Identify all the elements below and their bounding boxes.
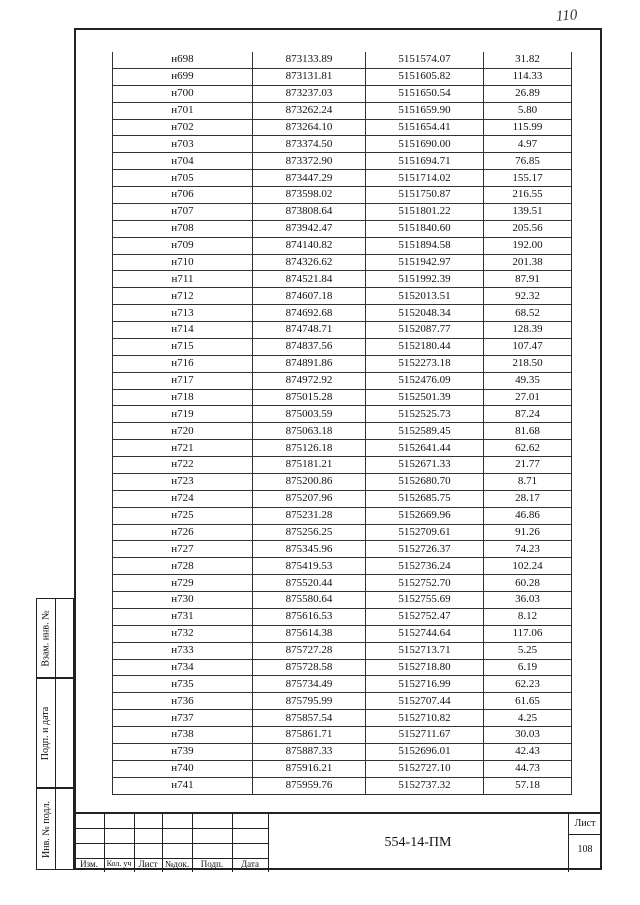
cell-y-coord: 5152711.67 [366,727,484,744]
cell-x-coord: 874692.68 [253,305,366,322]
cell-distance: 57.18 [484,777,572,794]
table-row [113,102,572,119]
side-label-vzam: Взам. инв. № [40,609,52,667]
cell-point-id: н700 [113,85,253,102]
cell-distance: 81.68 [484,423,572,440]
cell-x-coord: 873942.47 [253,220,366,237]
cell-x-coord: 874837.56 [253,338,366,355]
cell-x-coord: 875857.54 [253,710,366,727]
table-row [113,743,572,760]
table-row [113,558,572,575]
cell-point-id: н728 [113,558,253,575]
cell-x-coord: 875580.64 [253,592,366,609]
cell-point-id: н727 [113,541,253,558]
cell-y-coord: 5152501.39 [366,389,484,406]
table-row [113,693,572,710]
cell-distance: 6.19 [484,659,572,676]
table-row [113,727,572,744]
cell-point-id: н724 [113,490,253,507]
cell-x-coord: 873264.10 [253,119,366,136]
cell-point-id: н702 [113,119,253,136]
table-row [113,541,572,558]
table-row [113,68,572,85]
cell-x-coord: 875734.49 [253,676,366,693]
cell-distance: 44.73 [484,760,572,777]
coordinates-table-body [113,52,572,794]
table-row [113,187,572,204]
cell-x-coord: 875727.28 [253,642,366,659]
side-block-podp [36,678,74,788]
cell-distance: 42.43 [484,743,572,760]
cell-x-coord: 875003.59 [253,406,366,423]
cell-point-id: н739 [113,743,253,760]
table-row [113,457,572,474]
table-row [113,288,572,305]
cell-distance: 61.65 [484,693,572,710]
cell-point-id: н731 [113,608,253,625]
table-row [113,338,572,355]
table-row [113,322,572,339]
cell-x-coord: 875200.86 [253,473,366,490]
table-row [113,659,572,676]
cell-distance: 46.86 [484,507,572,524]
cell-point-id: н709 [113,237,253,254]
cell-x-coord: 874326.62 [253,254,366,271]
cell-distance: 21.77 [484,457,572,474]
cell-y-coord: 5152718.80 [366,659,484,676]
cell-y-coord: 5151750.87 [366,187,484,204]
table-row [113,220,572,237]
cell-point-id: н718 [113,389,253,406]
sheet-label: Лист [574,818,596,829]
cell-distance: 60.28 [484,575,572,592]
cell-point-id: н713 [113,305,253,322]
cell-x-coord: 875345.96 [253,541,366,558]
cell-point-id: н733 [113,642,253,659]
cell-point-id: н708 [113,220,253,237]
stamp-header-podp: Подп. [200,859,224,869]
table-row [113,237,572,254]
cell-x-coord: 875126.18 [253,440,366,457]
cell-distance: 139.51 [484,203,572,220]
cell-y-coord: 5152180.44 [366,338,484,355]
cell-y-coord: 5152736.24 [366,558,484,575]
cell-y-coord: 5152752.70 [366,575,484,592]
table-row [113,760,572,777]
cell-y-coord: 5151690.00 [366,136,484,153]
handwritten-page-number: 110 [555,7,578,25]
side-block-inv [36,788,74,870]
cell-y-coord: 5151942.97 [366,254,484,271]
cell-x-coord: 874972.92 [253,372,366,389]
cell-point-id: н704 [113,153,253,170]
cell-point-id: н699 [113,68,253,85]
cell-y-coord: 5151894.58 [366,237,484,254]
cell-x-coord: 875616.53 [253,608,366,625]
cell-distance: 216.55 [484,187,572,204]
cell-point-id: н715 [113,338,253,355]
table-row [113,473,572,490]
cell-y-coord: 5152744.64 [366,625,484,642]
sheet-number: 108 [577,844,593,855]
cell-x-coord: 873262.24 [253,102,366,119]
cell-y-coord: 5152737.32 [366,777,484,794]
table-row [113,676,572,693]
cell-y-coord: 5151605.82 [366,68,484,85]
table-row [113,490,572,507]
cell-y-coord: 5152087.77 [366,322,484,339]
cell-point-id: н719 [113,406,253,423]
cell-y-coord: 5152752.47 [366,608,484,625]
cell-distance: 76.85 [484,153,572,170]
cell-x-coord: 873133.89 [253,52,366,68]
stamp-header-data: Дата [241,859,259,869]
cell-point-id: н732 [113,625,253,642]
table-row [113,119,572,136]
cell-y-coord: 5151659.90 [366,102,484,119]
cell-point-id: н722 [113,457,253,474]
cell-distance: 5.25 [484,642,572,659]
cell-y-coord: 5152671.33 [366,457,484,474]
cell-x-coord: 874521.84 [253,271,366,288]
cell-distance: 8.71 [484,473,572,490]
cell-x-coord: 873237.03 [253,85,366,102]
cell-y-coord: 5151840.60 [366,220,484,237]
cell-distance: 218.50 [484,355,572,372]
cell-point-id: н710 [113,254,253,271]
cell-y-coord: 5152525.73 [366,406,484,423]
table-row [113,406,572,423]
cell-x-coord: 875861.71 [253,727,366,744]
cell-distance: 192.00 [484,237,572,254]
side-label-inv: Инв. № подл. [40,800,52,858]
cell-x-coord: 875795.99 [253,693,366,710]
cell-x-coord: 874140.82 [253,237,366,254]
table-row [113,355,572,372]
cell-point-id: н729 [113,575,253,592]
table-row [113,271,572,288]
cell-y-coord: 5152696.01 [366,743,484,760]
cell-distance: 114.33 [484,68,572,85]
stamp-header-ndok: №док. [164,859,190,869]
cell-distance: 49.35 [484,372,572,389]
cell-x-coord: 873372.90 [253,153,366,170]
cell-y-coord: 5151714.02 [366,170,484,187]
cell-x-coord: 873808.64 [253,203,366,220]
cell-point-id: н707 [113,203,253,220]
cell-y-coord: 5152669.96 [366,507,484,524]
cell-x-coord: 875181.21 [253,457,366,474]
table-row [113,305,572,322]
cell-distance: 107.47 [484,338,572,355]
cell-y-coord: 5152710.82 [366,710,484,727]
cell-y-coord: 5151574.07 [366,52,484,68]
cell-point-id: н741 [113,777,253,794]
cell-distance: 92.32 [484,288,572,305]
cell-x-coord: 873374.50 [253,136,366,153]
cell-point-id: н730 [113,592,253,609]
cell-point-id: н716 [113,355,253,372]
table-row [113,507,572,524]
cell-distance: 87.24 [484,406,572,423]
cell-x-coord: 875419.53 [253,558,366,575]
cell-y-coord: 5151650.54 [366,85,484,102]
cell-x-coord: 875231.28 [253,507,366,524]
cell-point-id: н738 [113,727,253,744]
cell-y-coord: 5152476.09 [366,372,484,389]
cell-distance: 74.23 [484,541,572,558]
cell-x-coord: 875887.33 [253,743,366,760]
cell-y-coord: 5152709.61 [366,524,484,541]
table-row [113,423,572,440]
cell-x-coord: 873131.81 [253,68,366,85]
cell-y-coord: 5151801.22 [366,203,484,220]
cell-distance: 30.03 [484,727,572,744]
table-row [113,524,572,541]
table-row [113,254,572,271]
table-row [113,608,572,625]
cell-point-id: н740 [113,760,253,777]
cell-distance: 4.97 [484,136,572,153]
cell-y-coord: 5152589.45 [366,423,484,440]
cell-x-coord: 875916.21 [253,760,366,777]
cell-point-id: н714 [113,322,253,339]
cell-y-coord: 5152273.18 [366,355,484,372]
cell-y-coord: 5151654.41 [366,119,484,136]
cell-point-id: н726 [113,524,253,541]
cell-x-coord: 874748.71 [253,322,366,339]
cell-point-id: н723 [113,473,253,490]
table-row [113,153,572,170]
cell-y-coord: 5151694.71 [366,153,484,170]
cell-x-coord: 875256.25 [253,524,366,541]
cell-y-coord: 5152013.51 [366,288,484,305]
cell-x-coord: 875063.18 [253,423,366,440]
cell-x-coord: 875728.58 [253,659,366,676]
table-row [113,625,572,642]
title-block [74,812,602,872]
cell-x-coord: 875614.38 [253,625,366,642]
stamp-header-izm: Изм. [80,859,98,869]
cell-x-coord: 875207.96 [253,490,366,507]
cell-x-coord: 873598.02 [253,187,366,204]
cell-point-id: н701 [113,102,253,119]
cell-y-coord: 5151992.39 [366,271,484,288]
cell-x-coord: 873447.29 [253,170,366,187]
table-row [113,777,572,794]
cell-distance: 26.89 [484,85,572,102]
cell-point-id: н721 [113,440,253,457]
cell-distance: 115.99 [484,119,572,136]
cell-x-coord: 875959.76 [253,777,366,794]
cell-point-id: н735 [113,676,253,693]
cell-distance: 28.17 [484,490,572,507]
cell-point-id: н703 [113,136,253,153]
cell-distance: 31.82 [484,52,572,68]
side-block-vzam [36,598,74,678]
cell-distance: 201.38 [484,254,572,271]
cell-point-id: н734 [113,659,253,676]
table-row [113,575,572,592]
cell-x-coord: 874607.18 [253,288,366,305]
cell-distance: 87.91 [484,271,572,288]
cell-distance: 62.23 [484,676,572,693]
cell-distance: 27.01 [484,389,572,406]
cell-point-id: н706 [113,187,253,204]
cell-point-id: н717 [113,372,253,389]
stamp-header-kol: Кол. уч [106,859,132,868]
table-row [113,85,572,102]
cell-distance: 128.39 [484,322,572,339]
table-row [113,440,572,457]
cell-y-coord: 5152755.69 [366,592,484,609]
table-row [113,710,572,727]
cell-y-coord: 5152707.44 [366,693,484,710]
cell-distance: 62.62 [484,440,572,457]
cell-distance: 205.56 [484,220,572,237]
cell-x-coord: 875015.28 [253,389,366,406]
cell-distance: 36.03 [484,592,572,609]
cell-y-coord: 5152048.34 [366,305,484,322]
cell-distance: 4.25 [484,710,572,727]
cell-point-id: н720 [113,423,253,440]
table-row [113,170,572,187]
cell-y-coord: 5152680.70 [366,473,484,490]
cell-point-id: н711 [113,271,253,288]
cell-distance: 117.06 [484,625,572,642]
table-row [113,52,572,68]
stamp-header-list: Лист [138,859,158,869]
cell-distance: 102.24 [484,558,572,575]
cell-y-coord: 5152713.71 [366,642,484,659]
cell-x-coord: 875520.44 [253,575,366,592]
cell-point-id: н736 [113,693,253,710]
side-label-podp: Подп. и дата [40,706,52,760]
table-row [113,389,572,406]
cell-x-coord: 874891.86 [253,355,366,372]
table-row [113,642,572,659]
cell-y-coord: 5152726.37 [366,541,484,558]
coordinates-table [112,52,572,795]
cell-y-coord: 5152685.75 [366,490,484,507]
table-row [113,203,572,220]
cell-distance: 68.52 [484,305,572,322]
cell-y-coord: 5152641.44 [366,440,484,457]
cell-y-coord: 5152727.10 [366,760,484,777]
cell-point-id: н698 [113,52,253,68]
cell-point-id: н705 [113,170,253,187]
table-row [113,372,572,389]
table-row [113,592,572,609]
cell-point-id: н737 [113,710,253,727]
cell-distance: 155.17 [484,170,572,187]
cell-distance: 8.12 [484,608,572,625]
cell-distance: 91.26 [484,524,572,541]
document-code: 554-14-ПМ [384,835,452,850]
table-row [113,136,572,153]
cell-distance: 5.80 [484,102,572,119]
cell-point-id: н725 [113,507,253,524]
cell-y-coord: 5152716.99 [366,676,484,693]
cell-point-id: н712 [113,288,253,305]
